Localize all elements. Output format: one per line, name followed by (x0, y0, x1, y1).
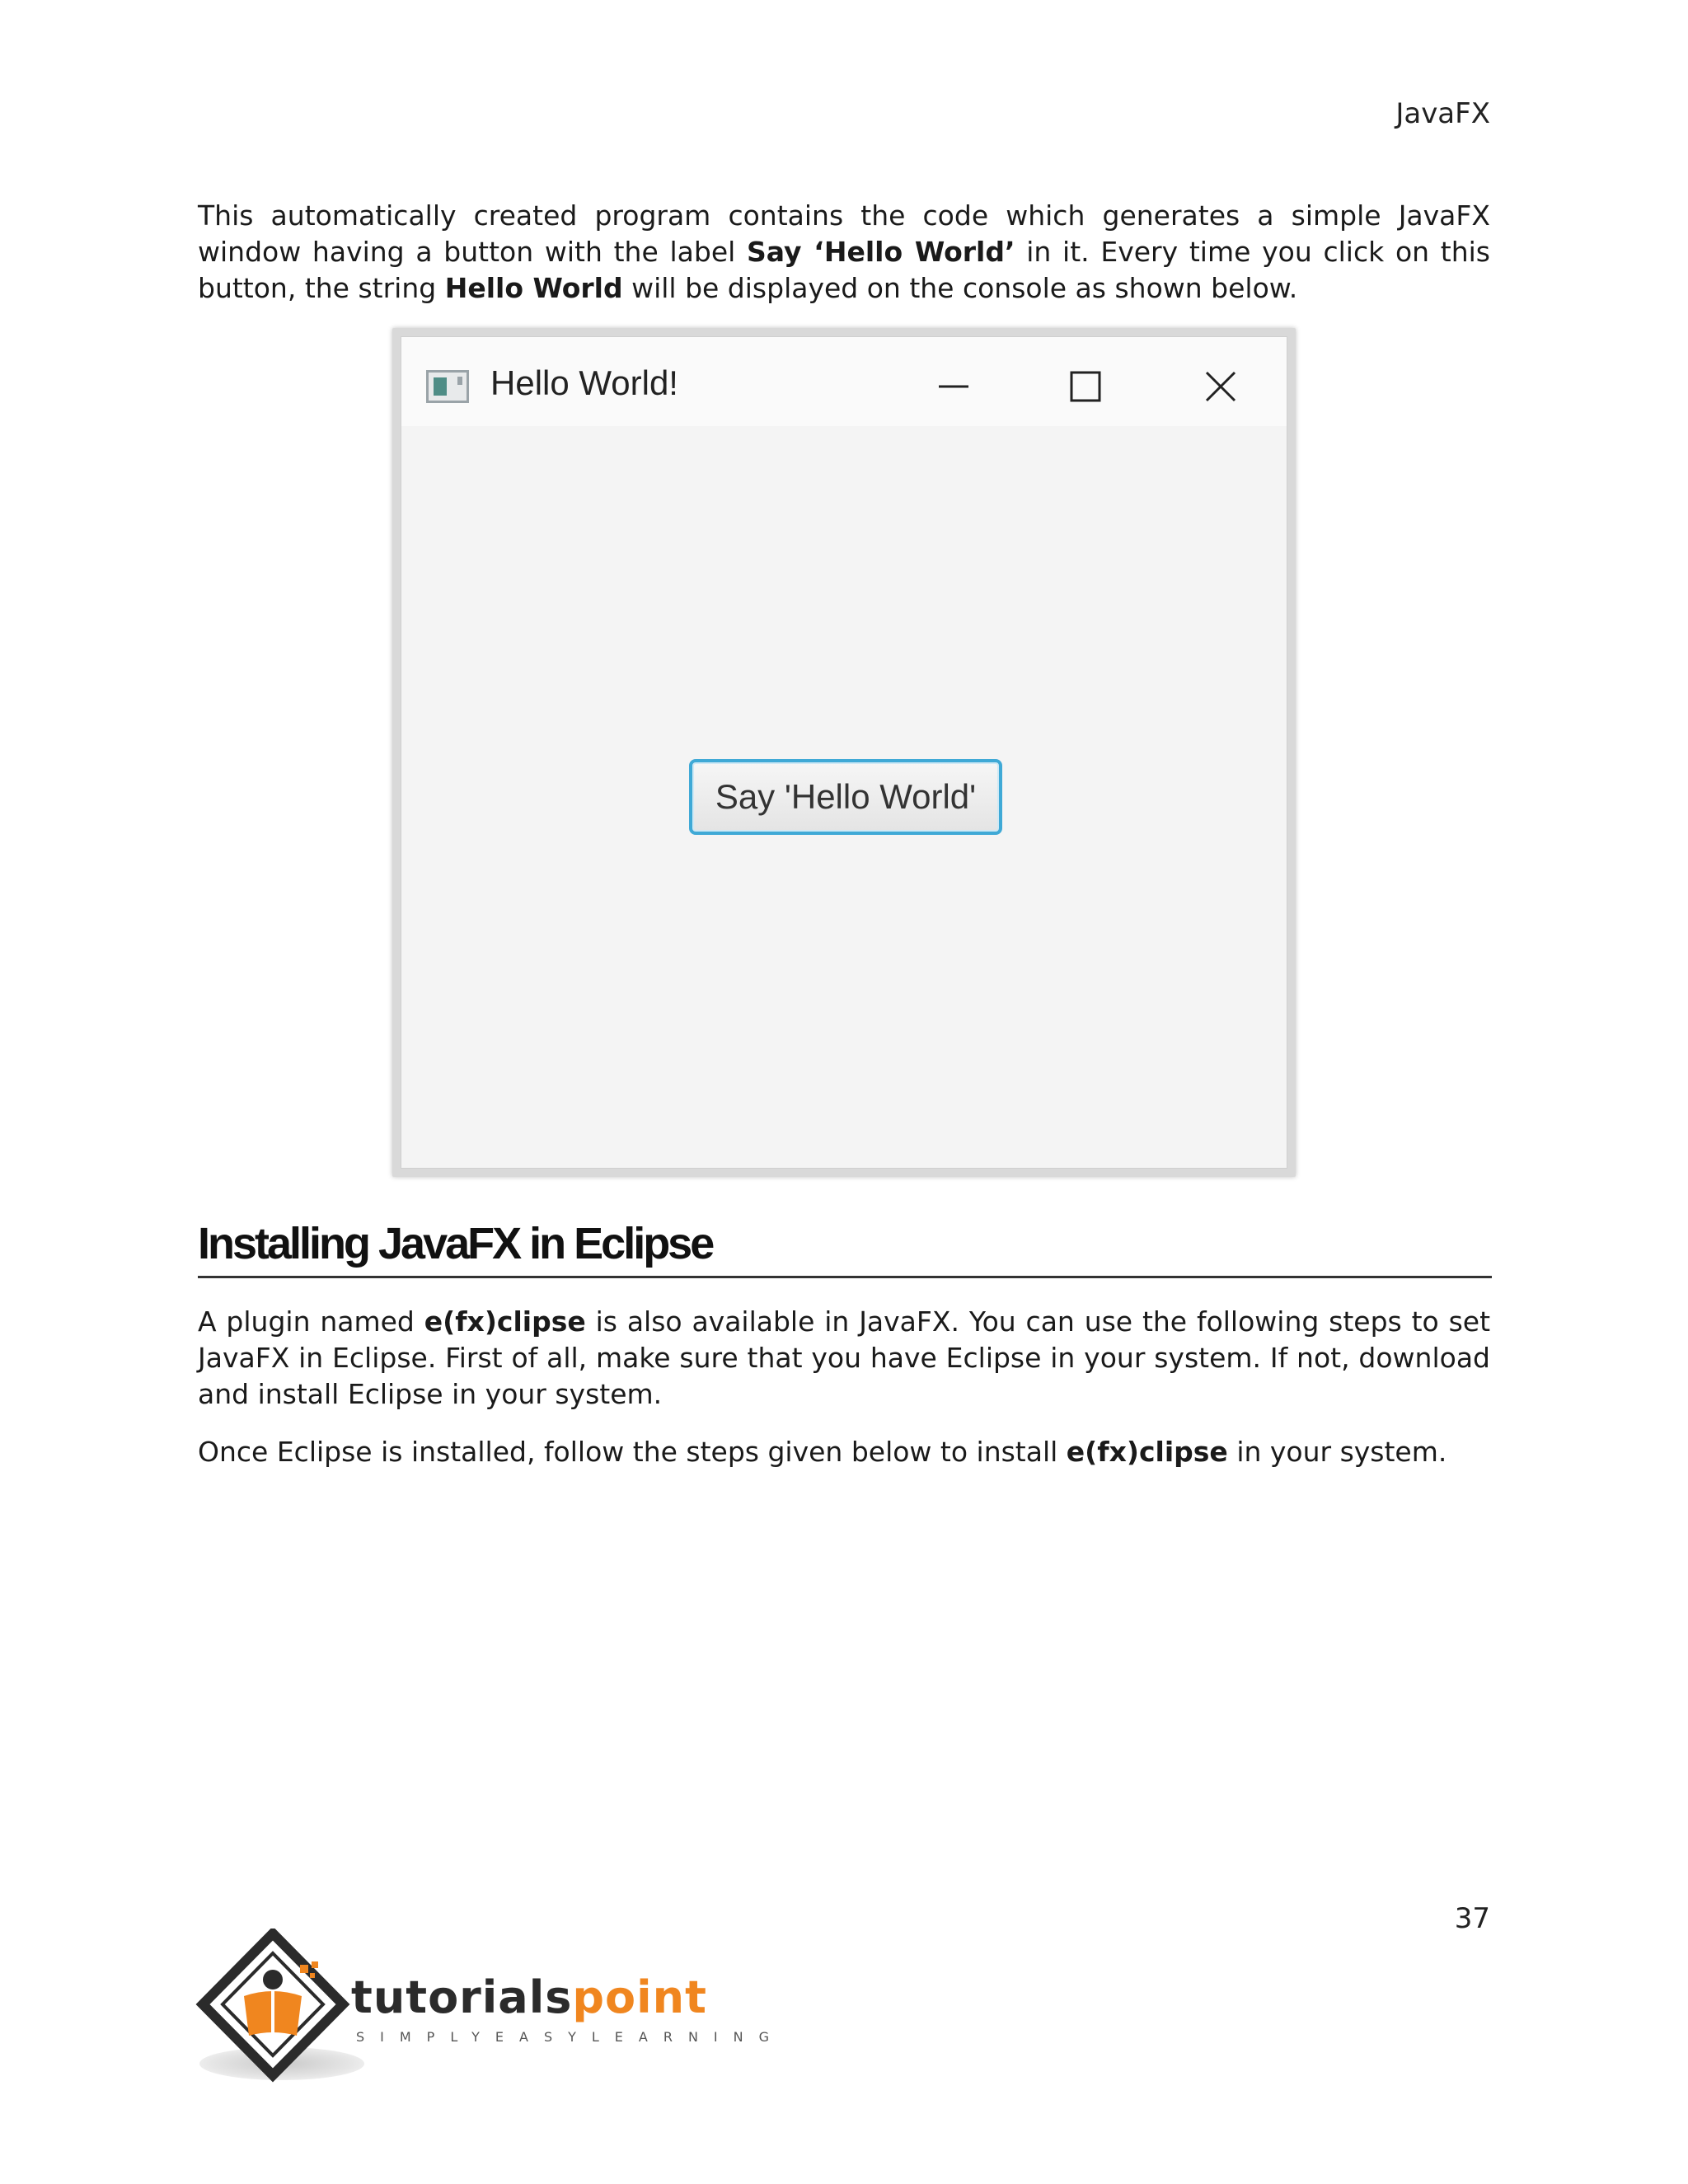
section-heading: Installing JavaFX in Eclipse (198, 1218, 1492, 1278)
hello-world-window-screenshot (392, 328, 1296, 1177)
intro-text-2: in it. Every time you click on this button, the string (198, 236, 1490, 304)
section-p1-text-2: is also available in JavaFX. You can use the following steps to set JavaFX in Eclipse. First of all, make sure that you have Eclipse in your system. If not, download and install Eclipse in your system. (198, 1305, 1491, 1410)
logo-tagline: SIMPLYEASYLEARNING (356, 2029, 785, 2045)
section-p2-text-1: Once Eclipse is installed, follow the steps given below to install (198, 1436, 1067, 1468)
page-number: 37 (1454, 1902, 1490, 1935)
intro-bold-hello-world: Hello World (444, 272, 623, 304)
intro-text-1: This automatically created program contains the code which generates a simple JavaFX window having a button with the label (198, 199, 1490, 268)
maximize-icon (1069, 370, 1102, 403)
close-icon (1204, 370, 1237, 403)
logo-name-orange: point (572, 1971, 707, 2023)
intro-text-3: will be displayed on the console as shown below. (622, 272, 1298, 304)
section-p1-bold-efxclipse: e(fx)clipse (424, 1305, 586, 1338)
logo-diamond-icon (195, 1929, 351, 2085)
section-p2-text-2: in your system. (1227, 1436, 1447, 1468)
section-paragraph-1 (198, 1304, 1490, 1413)
window-title: Hello World! (490, 363, 678, 402)
running-header: JavaFX (1395, 97, 1490, 130)
app-icon (426, 370, 469, 403)
intro-paragraph (198, 198, 1490, 307)
section-paragraph-2 (198, 1434, 1490, 1470)
window-client-area (401, 336, 1287, 1169)
intro-bold-button-label: Say ‘Hello World’ (747, 236, 1015, 268)
section-p1-text-1: A plugin named (198, 1305, 424, 1338)
maximize-button[interactable] (1061, 362, 1110, 411)
section-p2-bold-efxclipse: e(fx)clipse (1066, 1436, 1228, 1468)
window-titlebar[interactable] (401, 337, 1287, 426)
say-hello-world-button[interactable]: Say 'Hello World' (689, 759, 1002, 835)
tutorialspoint-logo (195, 1929, 785, 2093)
logo-name-dark: tutorials (351, 1971, 573, 2023)
minimize-button[interactable] (929, 362, 978, 411)
close-button[interactable] (1196, 362, 1245, 411)
logo-wordmark (351, 1971, 707, 2023)
minimize-icon (937, 370, 970, 403)
